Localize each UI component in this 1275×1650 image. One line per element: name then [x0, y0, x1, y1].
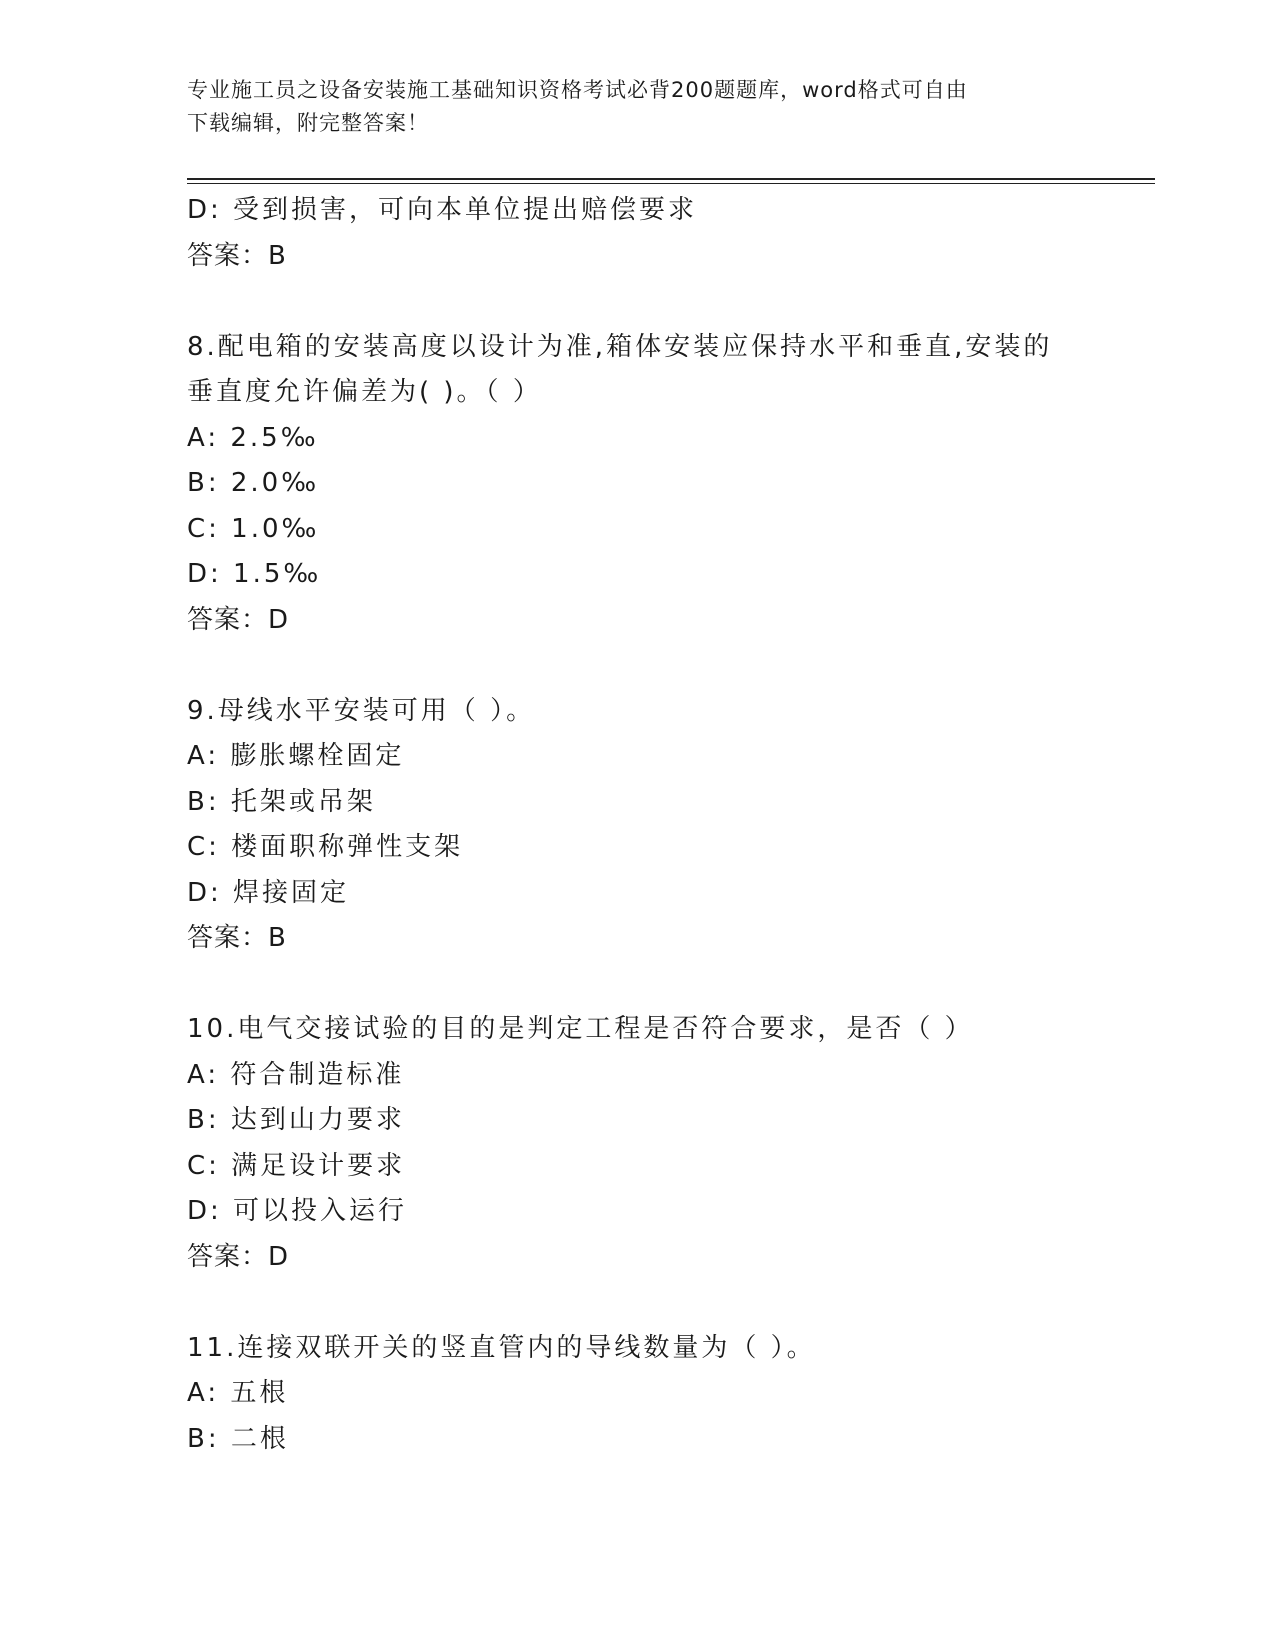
option-a: A: 2.5‰: [187, 422, 319, 453]
answer: 答案：D: [187, 604, 290, 635]
option-b: B: 托架或吊架: [187, 786, 376, 817]
question-11: [187, 1326, 1087, 1463]
answer: 答案：B: [187, 923, 287, 953]
question-stem-continued: 垂直度允许偏差为( )。（ ）: [187, 377, 542, 407]
question-stem: 11.连接双联开关的竖直管内的导线数量为（ ）。: [187, 1332, 816, 1363]
spacer: [187, 643, 1087, 689]
option-b: B: 2.0‰: [187, 468, 320, 498]
question-stem: 9.母线水平安装可用（ ）。: [187, 695, 536, 726]
option-b: B: 达到山力要求: [187, 1105, 405, 1135]
question-8: [187, 325, 1087, 644]
option-a: A: 膨胀螺栓固定: [187, 741, 405, 771]
option-c: C: 满足设计要求: [187, 1150, 406, 1181]
spacer: [187, 962, 1087, 1008]
question-7-tail: [187, 188, 1087, 279]
document-header: [187, 74, 1067, 140]
option-d: D: 可以投入运行: [187, 1196, 408, 1226]
header-divider-thick: [187, 178, 1155, 180]
answer: 答案：B: [187, 240, 287, 271]
header-line-2: 下载编辑，附完整答案！: [187, 111, 429, 135]
question-list: [187, 188, 1087, 1462]
question-stem: 8.配电箱的安装高度以设计为准,箱体安装应保持水平和垂直,安装的: [187, 331, 1053, 362]
option-a: A: 五根: [187, 1378, 289, 1408]
question-stem: 10.电气交接试验的目的是判定工程是否符合要求，是否（ ）: [187, 1014, 974, 1044]
option-d: D: 1.5‰: [187, 559, 322, 589]
option-d: D: 焊接固定: [187, 877, 350, 908]
question-10: [187, 1007, 1087, 1280]
header-line-1: 专业施工员之设备安装施工基础知识资格考试必背200题题库，word格式可自由: [187, 78, 968, 102]
option-d: D: 受到损害，可向本单位提出赔偿要求: [187, 195, 698, 225]
answer: 答案：D: [187, 1241, 290, 1272]
question-9: [187, 689, 1087, 962]
header-divider-thin: [187, 183, 1155, 184]
option-c: C: 1.0‰: [187, 513, 320, 544]
option-c: C: 楼面职称弹性支架: [187, 832, 464, 862]
option-a: A: 符合制造标准: [187, 1059, 405, 1090]
spacer: [187, 279, 1087, 325]
spacer: [187, 1280, 1087, 1326]
option-b: B: 二根: [187, 1423, 289, 1454]
